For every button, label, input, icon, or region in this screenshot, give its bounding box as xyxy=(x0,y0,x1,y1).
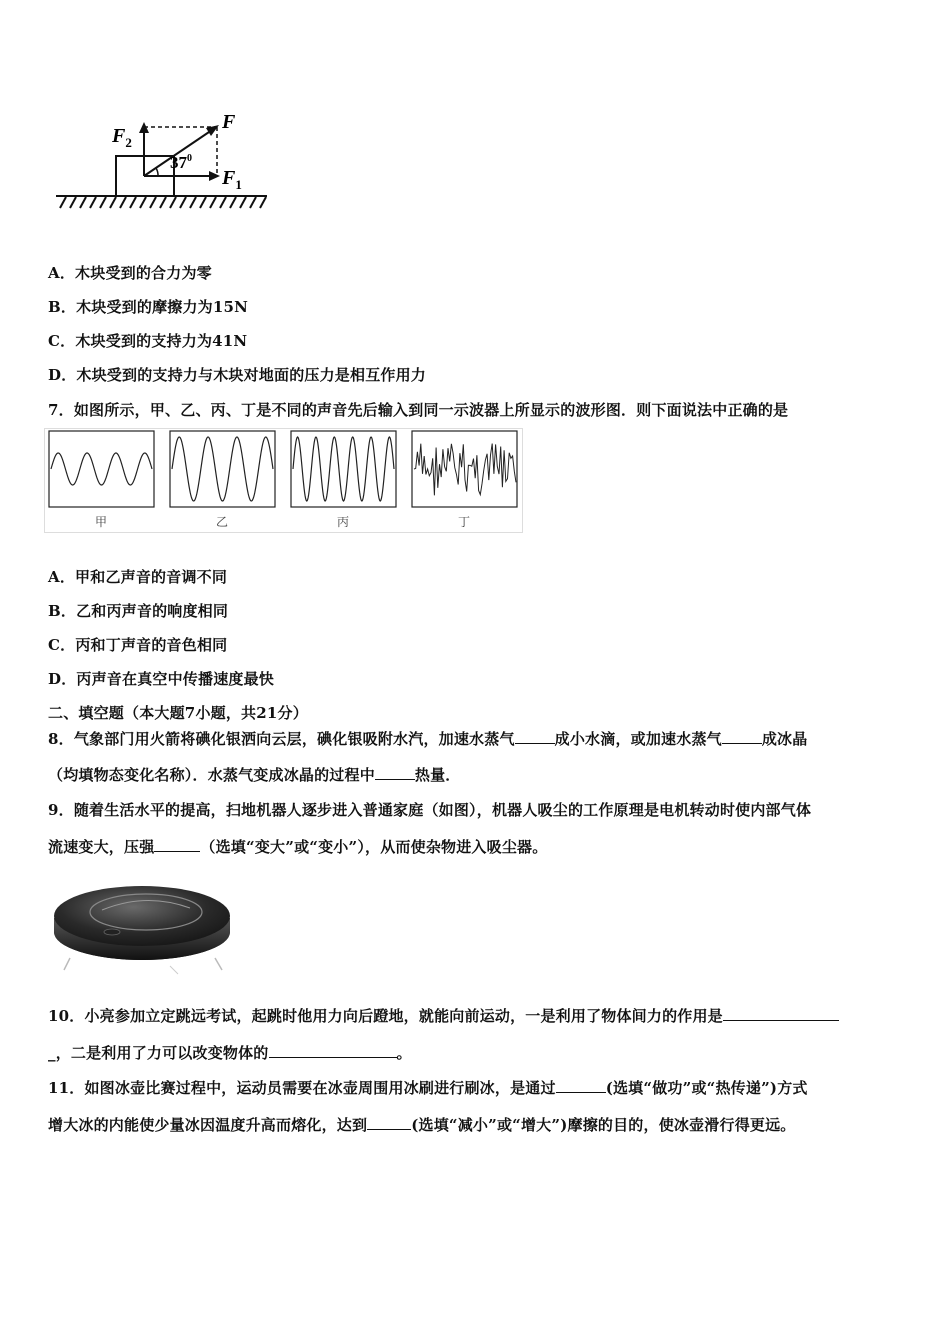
q8-line1 xyxy=(48,728,807,749)
q9-line1: 9．随着生活水平的提高，扫地机器人逐步进入普通家庭（如图），机器人吸尘的工作原理是电机转动时使内部气体 xyxy=(48,801,812,819)
q11-line1 xyxy=(48,1077,808,1098)
q7-option-a: A．甲和乙声音的音调不同 xyxy=(48,568,228,586)
label-f2-sub: 2 xyxy=(125,135,132,150)
q9-line2-a: 流速变大，压强 xyxy=(48,838,155,856)
q8-line2-b: 热量． xyxy=(414,766,461,784)
label-f1-sub: 1 xyxy=(235,177,242,192)
q11-blank2[interactable] xyxy=(367,1115,411,1130)
label-f: F xyxy=(222,111,236,133)
q6-option-a: A．木块受到的合力为零 xyxy=(48,264,212,282)
waveform-figure xyxy=(44,428,524,534)
q8-blank2[interactable] xyxy=(722,729,762,744)
q10-blank1[interactable] xyxy=(723,1006,839,1021)
wave-label-jia: 甲 xyxy=(94,515,108,529)
q11-line2-b: (选填“减小”或“增大”)摩擦的目的，使冰壶滑行得更远。 xyxy=(411,1116,796,1134)
q9-blank[interactable] xyxy=(154,837,200,852)
q10-line2 xyxy=(48,1042,412,1063)
svg-text:370 xyxy=(170,153,192,172)
force-diagram xyxy=(52,108,277,213)
svg-text:F2 xyxy=(111,125,132,150)
angle-degree: 0 xyxy=(187,153,192,164)
label-f1: F xyxy=(222,167,236,189)
q9-line2-b: （选填“变大”或“变小”），从而使杂物进入吸尘器。 xyxy=(200,838,548,856)
angle-value: 37 xyxy=(170,153,187,172)
wave-panel-bing xyxy=(291,431,396,507)
q8-blank1[interactable] xyxy=(515,729,555,744)
q7-option-b: B．乙和丙声音的响度相同 xyxy=(48,602,229,620)
wave-label-yi: 乙 xyxy=(215,515,229,529)
wave-panel-jia xyxy=(49,431,154,507)
q7-option-d: D．丙声音在真空中传播速度最快 xyxy=(48,670,275,688)
label-f2: F xyxy=(112,125,126,147)
q10-line1-text: 10．小亮参加立定跳远考试，起跳时他用力向后蹬地，就能向前运动，一是利用了物体间力的作用是 xyxy=(48,1007,723,1025)
q10-blank2[interactable] xyxy=(269,1043,397,1058)
q11-line2 xyxy=(48,1114,796,1135)
q8-line2 xyxy=(48,764,461,785)
section2-heading: 二、填空题（本大题7小题，共21分） xyxy=(48,704,308,722)
q8-part1: 8．气象部门用火箭将碘化银洒向云层，碘化银吸附水汽，加速水蒸气 xyxy=(48,730,515,748)
q11-line1-b: (选填“做功”或“热传递”)方式 xyxy=(605,1079,808,1097)
q10-line2-b: 。 xyxy=(396,1044,412,1062)
ground-hatching xyxy=(56,196,267,208)
svg-text:F xyxy=(221,111,236,133)
q7-stem: 7．如图所示，甲、乙、丙、丁是不同的声音先后输入到同一示波器上所显示的波形图．则下面说法中正确的是 xyxy=(48,401,789,419)
q8-part3: 成冰晶 xyxy=(761,730,808,748)
q6-option-b: B．木块受到的摩擦力为15N xyxy=(48,298,249,316)
q6-option-c: C．木块受到的支持力为41N xyxy=(48,332,248,350)
q9-line2 xyxy=(48,836,547,857)
wave-panel-yi xyxy=(170,431,275,507)
q10-line2-a: _，二是利用了力可以改变物体的 xyxy=(48,1044,269,1062)
wave-label-bing: 丙 xyxy=(336,515,350,529)
wave-label-ding: 丁 xyxy=(457,515,471,529)
q11-blank1[interactable] xyxy=(556,1078,606,1093)
svg-text:F1 xyxy=(221,167,242,192)
q6-option-d: D．木块受到的支持力与木块对地面的压力是相互作用力 xyxy=(48,366,427,384)
q11-line2-a: 增大冰的内能使少量冰因温度升高而熔化，达到 xyxy=(48,1116,368,1134)
q10-line1 xyxy=(48,1005,839,1026)
q8-part2: 成小水滴，或加速水蒸气 xyxy=(554,730,722,748)
robot-vacuum-image xyxy=(50,874,240,984)
q11-line1-a: 11．如图冰壶比赛过程中，运动员需要在冰壶周围用冰刷进行刷冰，是通过 xyxy=(48,1079,556,1097)
q7-option-c: C．丙和丁声音的音色相同 xyxy=(48,636,228,654)
q8-blank3[interactable] xyxy=(375,765,415,780)
q8-line2-a: （均填物态变化名称）．水蒸气变成冰晶的过程中 xyxy=(48,766,375,784)
